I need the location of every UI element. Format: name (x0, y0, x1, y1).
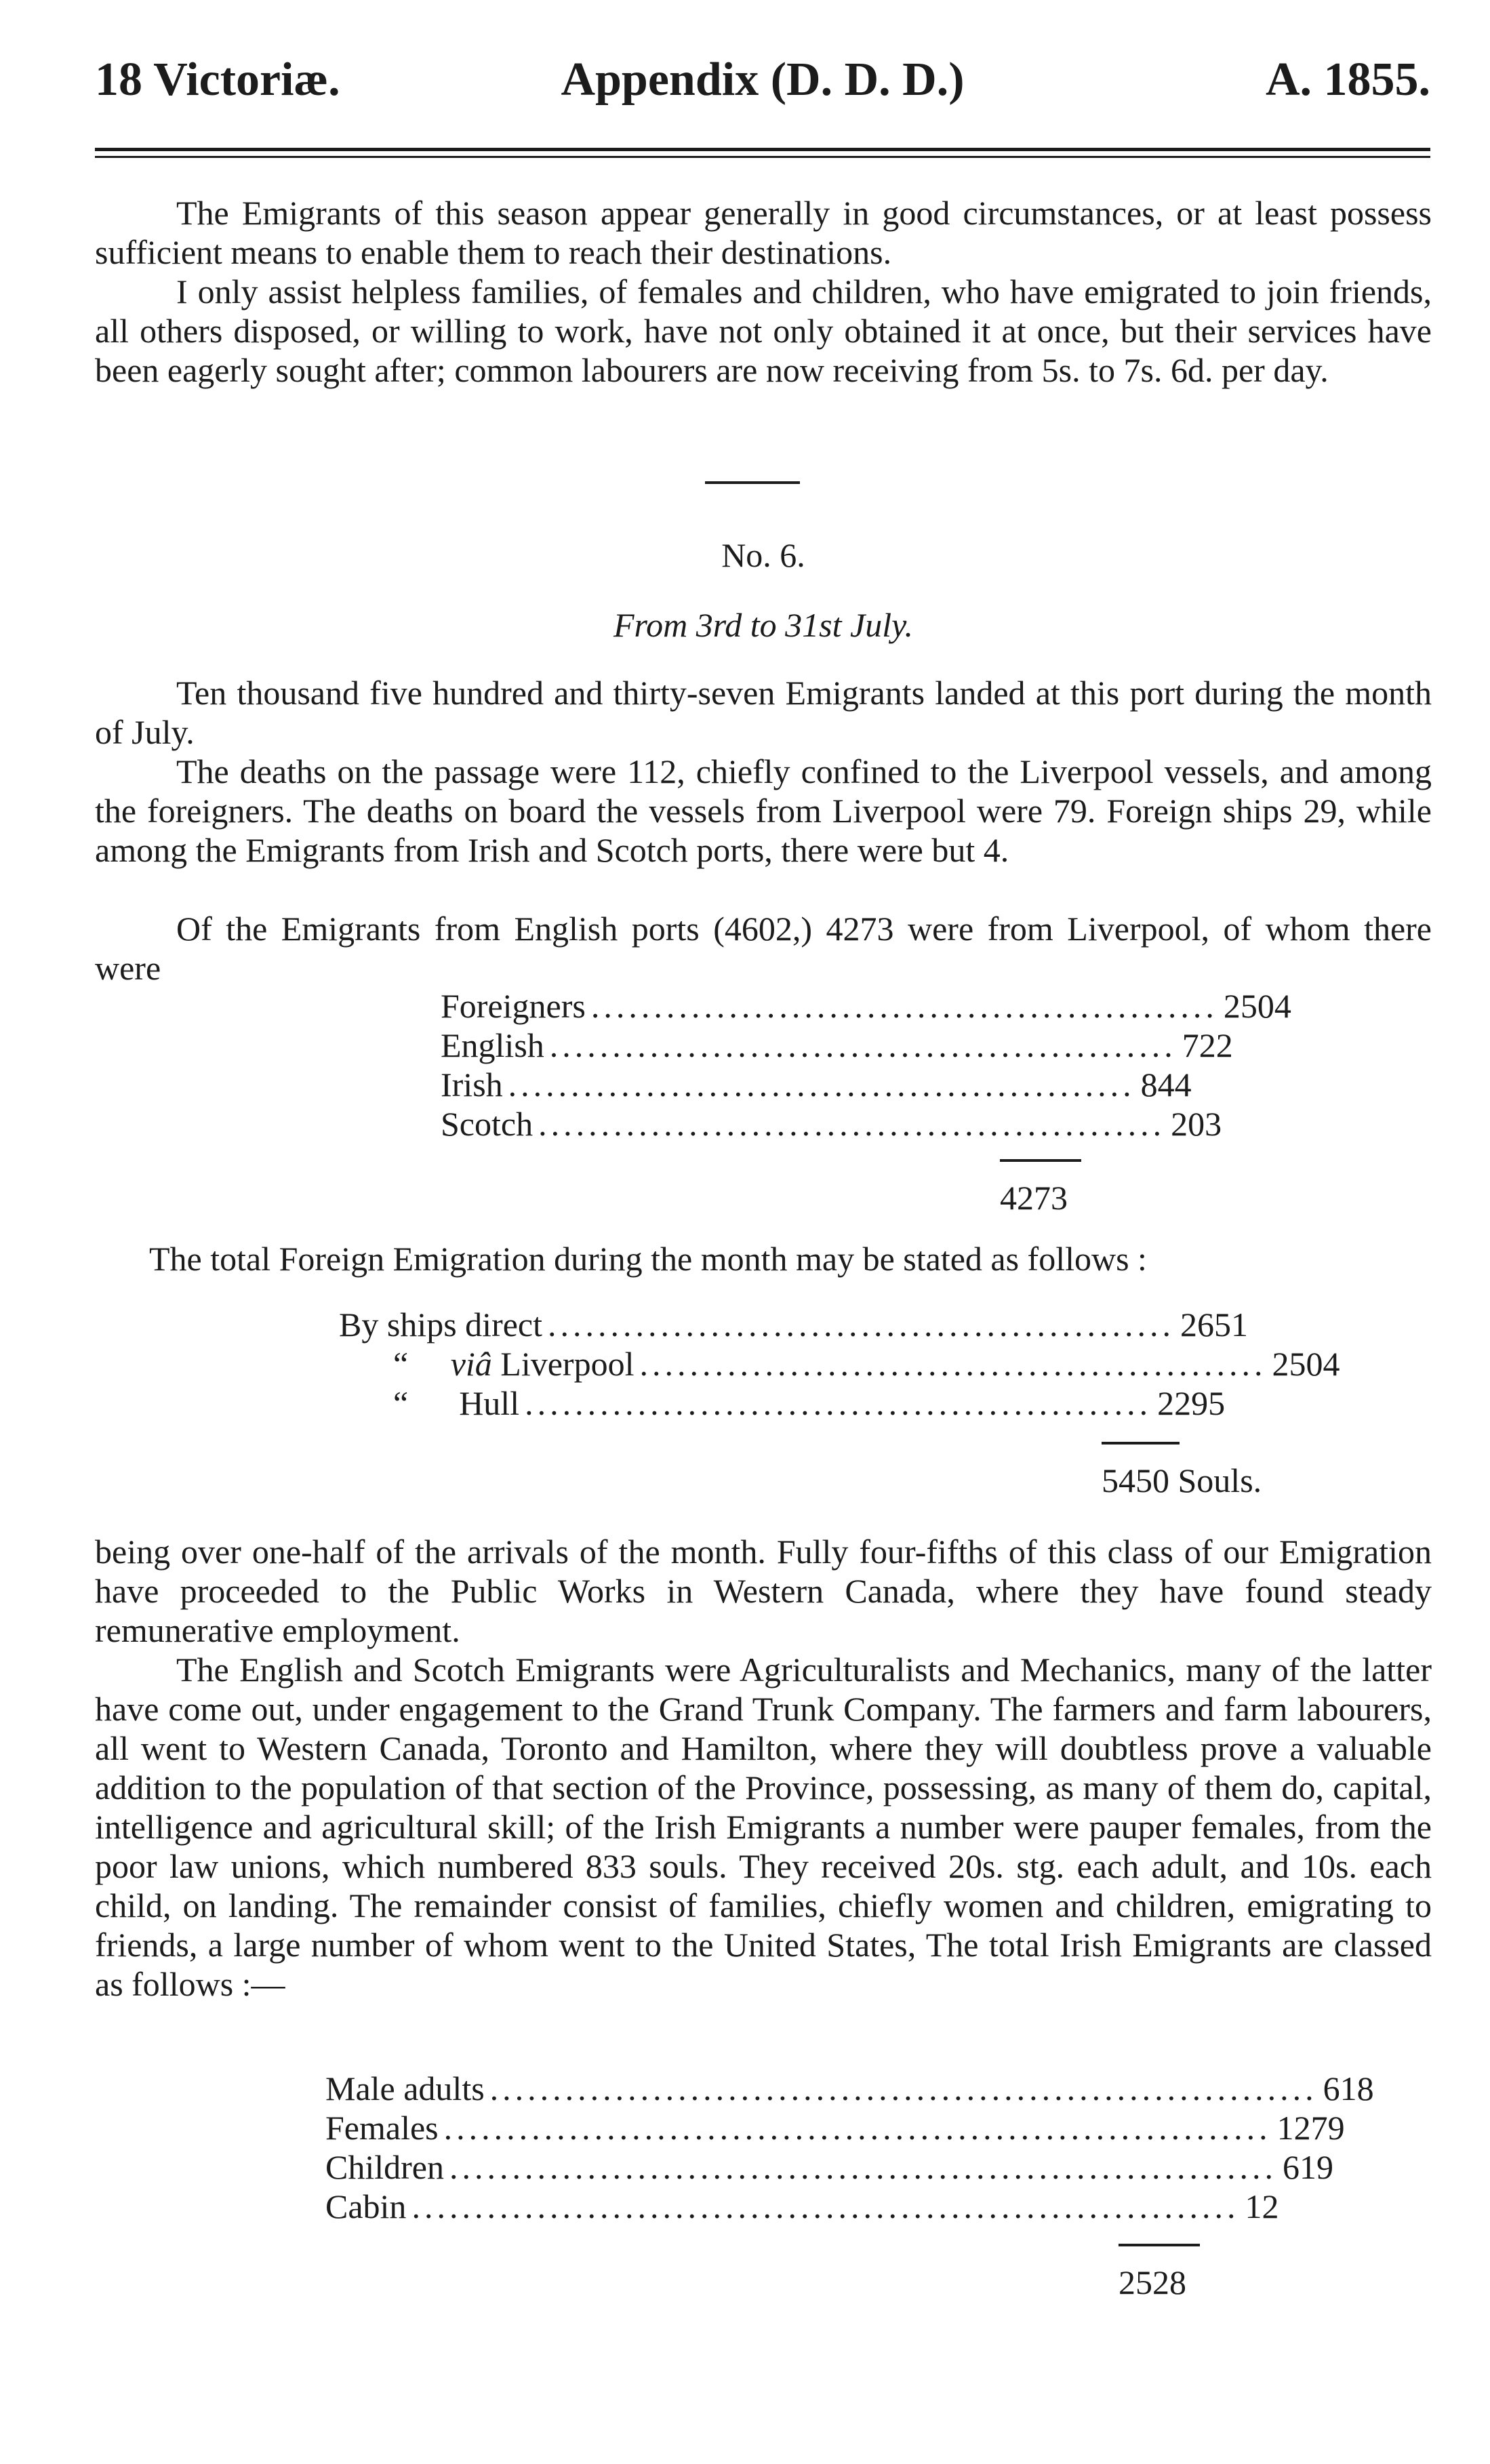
row-value: 2504 (1223, 987, 1291, 1025)
total-rule (1119, 2244, 1200, 2246)
row-value: 722 (1182, 1026, 1233, 1064)
running-header (95, 53, 1430, 107)
irish-total: 2528 (1119, 2263, 1186, 2301)
after-paragraph-1: being over one-half of the arrivals of the month. Fully four-fifths of this class of our Emigration have proceeded to the Public Works in Western Canada, where they have found steady remunerative employment. (95, 1533, 1432, 1649)
header-appendix-title: Appendix (D. D. D.) (561, 54, 965, 106)
row-value: 2651 (1180, 1306, 1248, 1344)
leader-dots: .................................................. (639, 1345, 1267, 1383)
row-label: English (441, 1026, 544, 1064)
table-row (339, 1344, 1340, 1384)
row-value: 844 (1140, 1066, 1192, 1104)
foreign-total: 5450 Souls. (1102, 1461, 1262, 1499)
row-value: 619 (1282, 2148, 1333, 2186)
body-paragraph-1: Ten thousand five hundred and thirty-seven Emigrants landed at this port during the month of July. (95, 674, 1432, 751)
row-label: Irish (441, 1066, 503, 1104)
table-row (441, 1104, 1222, 1144)
leader-dots: .................................................. (590, 987, 1218, 1025)
leader-dots: .................................................. (508, 1066, 1135, 1104)
row-value: 1279 (1276, 2109, 1345, 2147)
liverpool-breakdown-table (441, 986, 1291, 1144)
total-rule (1000, 1159, 1081, 1162)
leader-dots: .................................................. (548, 1306, 1175, 1344)
leader-dots: .................................................. (525, 1384, 1152, 1422)
section-number: No. 6. (721, 536, 805, 574)
leader-dots: .................................................. (538, 1105, 1166, 1143)
row-value: 12 (1245, 2187, 1279, 2225)
section-divider (705, 481, 800, 484)
table-row (325, 2069, 1374, 2108)
row-value: 2504 (1272, 1345, 1340, 1383)
table-row (441, 1026, 1233, 1065)
intro-paragraph-2: I only assist helpless families, of females and children, who have emigrated to join friends, all others disposed, or willing to work, have not only obtained it at once, but their services have been eagerly sought after; common labourers are now receiving from 5s. to 7s. 6d. per day. (95, 272, 1432, 389)
table-row (325, 2147, 1333, 2187)
row-value: 618 (1323, 2069, 1374, 2107)
total-rule (1102, 1442, 1180, 1445)
row-label: Male adults (325, 2069, 485, 2107)
row-label: direct (465, 1306, 542, 1344)
row-label: Children (325, 2148, 444, 2186)
ditto-mark: “ (393, 1345, 409, 1383)
table-row (339, 1384, 1226, 1423)
header-regnal-year: 18 Victoriæ. (95, 54, 340, 106)
table-row (325, 2108, 1345, 2147)
liverpool-total: 4273 (1000, 1179, 1068, 1217)
leader-dots: .................................................................. (449, 2148, 1277, 2186)
row-value: 2295 (1157, 1384, 1226, 1422)
leader-dots: .................................................. (549, 1026, 1177, 1064)
header-rule-top (95, 148, 1430, 151)
row-label: Liverpool (500, 1345, 635, 1383)
table-row (339, 1305, 1248, 1344)
row-label: Females (325, 2109, 439, 2147)
row-label: Hull (459, 1384, 520, 1422)
foreign-emigration-table (339, 1305, 1340, 1423)
header-year: A. 1855. (1265, 54, 1430, 106)
row-label: Cabin (325, 2187, 407, 2225)
table-row (441, 1065, 1192, 1104)
leader-dots: .................................................................. (489, 2069, 1318, 2107)
section-date-range: From 3rd to 31st July. (613, 606, 914, 644)
leader-dots: .................................................................. (443, 2109, 1272, 2147)
body-paragraph-3: Of the Emigrants from English ports (4602,) 4273 were from Liverpool, of whom there were (95, 910, 1432, 987)
foreign-intro-line: The total Foreign Emigration during the month may be stated as follows : (149, 1240, 1147, 1278)
header-rule-bottom (95, 156, 1430, 158)
ditto-mark: “ (393, 1384, 409, 1422)
intro-paragraph-1: The Emigrants of this season appear generally in good circumstances, or at least possess sufficient means to enable them to reach their destinations. (95, 194, 1432, 271)
row-label: Foreigners (441, 987, 586, 1025)
table-row (325, 2187, 1279, 2226)
row-value: 203 (1171, 1105, 1222, 1143)
after-paragraph-2: The English and Scotch Emigrants were Agriculturalists and Mechanics, many of the latter have come out, under engagement to the Grand Trunk Company. The farmers and farm labourers, all went to Western Canada, Toronto and Hamilton, where they will doubtless prove a valuable addition to the population of that section of the Province, possessing, as many of them do, capital, intelligence and agricultural skill; of the Irish Emigrants a number were pauper females, from the poor law unions, which numbered 833 souls. They received 20s. stg. each adult, and 10s. each child, on landing. The remainder consist of families, chiefly women and children, emigrating to friends, a large number of whom went to the United States, The total Irish Emigrants are classed as follows :— (95, 1651, 1432, 2003)
body-paragraph-2: The deaths on the passage were 112, chiefly confined to the Liverpool vessels, and among the foreigners. The deaths on board the vessels from Liverpool were 79. Foreign ships 29, while among the Emigrants from Irish and Scotch ports, there were but 4. (95, 752, 1432, 869)
row-label: Scotch (441, 1105, 533, 1143)
table-row (441, 986, 1291, 1026)
row-prefix: By ships (339, 1306, 457, 1344)
leader-dots: .................................................................. (411, 2187, 1240, 2225)
row-label-via: viâ (450, 1345, 492, 1383)
irish-emigrants-table (325, 2069, 1374, 2226)
